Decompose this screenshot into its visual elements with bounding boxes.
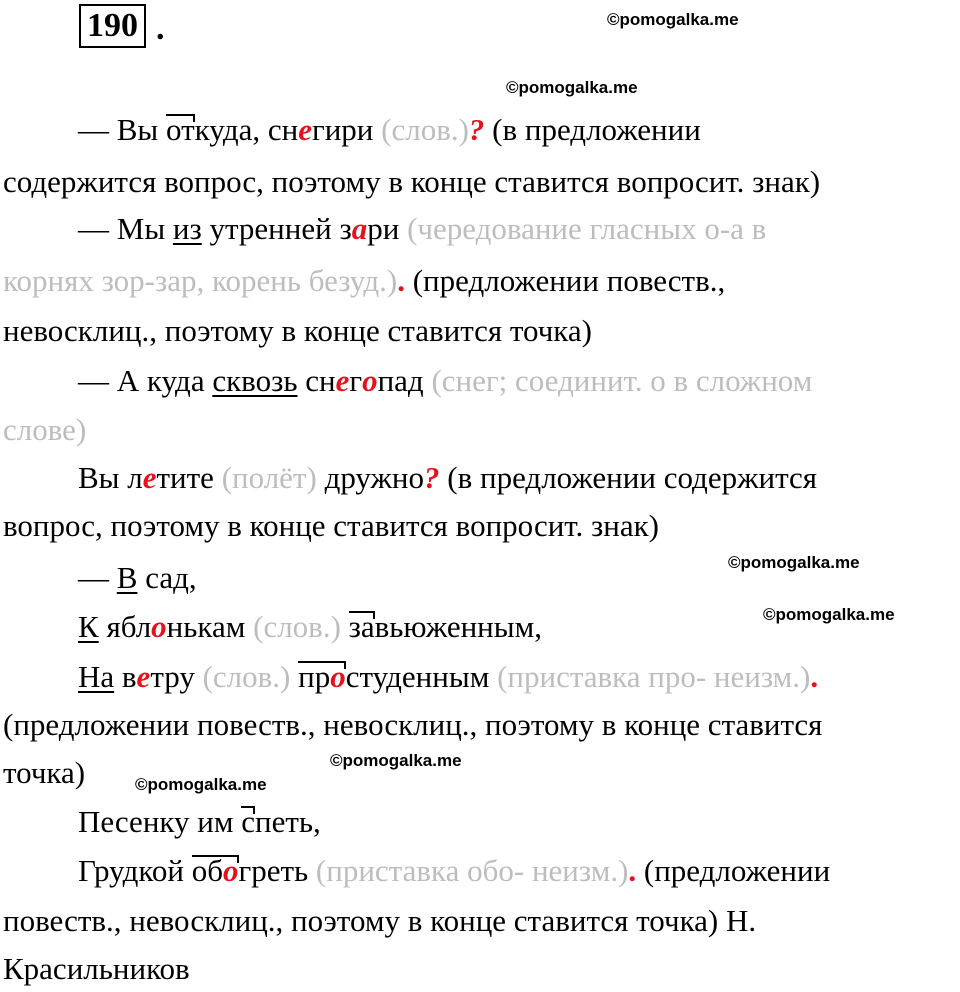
text-line: вопрос, поэтому в конце ставится вопросит. знак) — [3, 508, 659, 543]
prefix-mark: за — [348, 609, 375, 644]
preposition: В — [116, 560, 138, 595]
text-line: — В сад, — [78, 560, 197, 595]
watermark: ©pomogalka.me — [330, 751, 462, 770]
text-line: точка) — [3, 755, 86, 790]
text-line: На ветру (слов.) простуденным (приставка про- неизм.). — [78, 659, 819, 694]
text-line: К яблонькам (слов.) завьюженным, — [78, 609, 542, 644]
text-line: слове) — [3, 412, 87, 447]
preposition: из — [172, 211, 202, 246]
exercise-number-dot: . — [156, 10, 165, 47]
text-line: — Вы откуда, снегири (слов.)? (в предложении — [78, 112, 701, 147]
exercise-number: 190 — [79, 4, 146, 48]
prefix-mark: от — [166, 112, 195, 147]
prefix-mark: обо — [191, 853, 239, 888]
text-line: содержится вопрос, поэтому в конце ставится вопросит. знак) — [3, 164, 821, 199]
watermark: ©pomogalka.me — [728, 553, 860, 572]
preposition: К — [78, 609, 99, 644]
watermark: ©pomogalka.me — [135, 775, 267, 794]
text-line: корнях зор-зар, корень безуд.). (предложении повеств., — [3, 263, 726, 298]
text-line: Вы летите (полёт) дружно? (в предложении содержится — [78, 460, 818, 495]
prefix-mark: с — [241, 804, 255, 839]
preposition: На — [78, 659, 115, 694]
text-line: Грудкой обогреть (приставка обо- неизм.). (предложении — [78, 853, 831, 888]
text-line: Песенку им спеть, — [78, 804, 321, 839]
text-line: — Мы из утренней зари (чередование гласных о-а в — [78, 211, 767, 246]
text-line: невосклиц., поэтому в конце ставится точка) — [3, 313, 592, 348]
watermark: ©pomogalka.me — [607, 10, 739, 29]
text-line: (предложении повеств., невосклиц., поэтому в конце ставится — [3, 707, 823, 742]
text-line: повеств., невосклиц., поэтому в конце ставится точка) Н. — [3, 903, 757, 938]
watermark: ©pomogalka.me — [506, 78, 638, 97]
watermark: ©pomogalka.me — [763, 605, 895, 624]
prefix-mark: про — [298, 659, 346, 694]
text-line: Красильников — [3, 951, 190, 986]
text-line: — А куда сквозь снегопад (снег; соединит. о в сложном — [78, 363, 813, 398]
preposition: сквозь — [212, 363, 298, 398]
